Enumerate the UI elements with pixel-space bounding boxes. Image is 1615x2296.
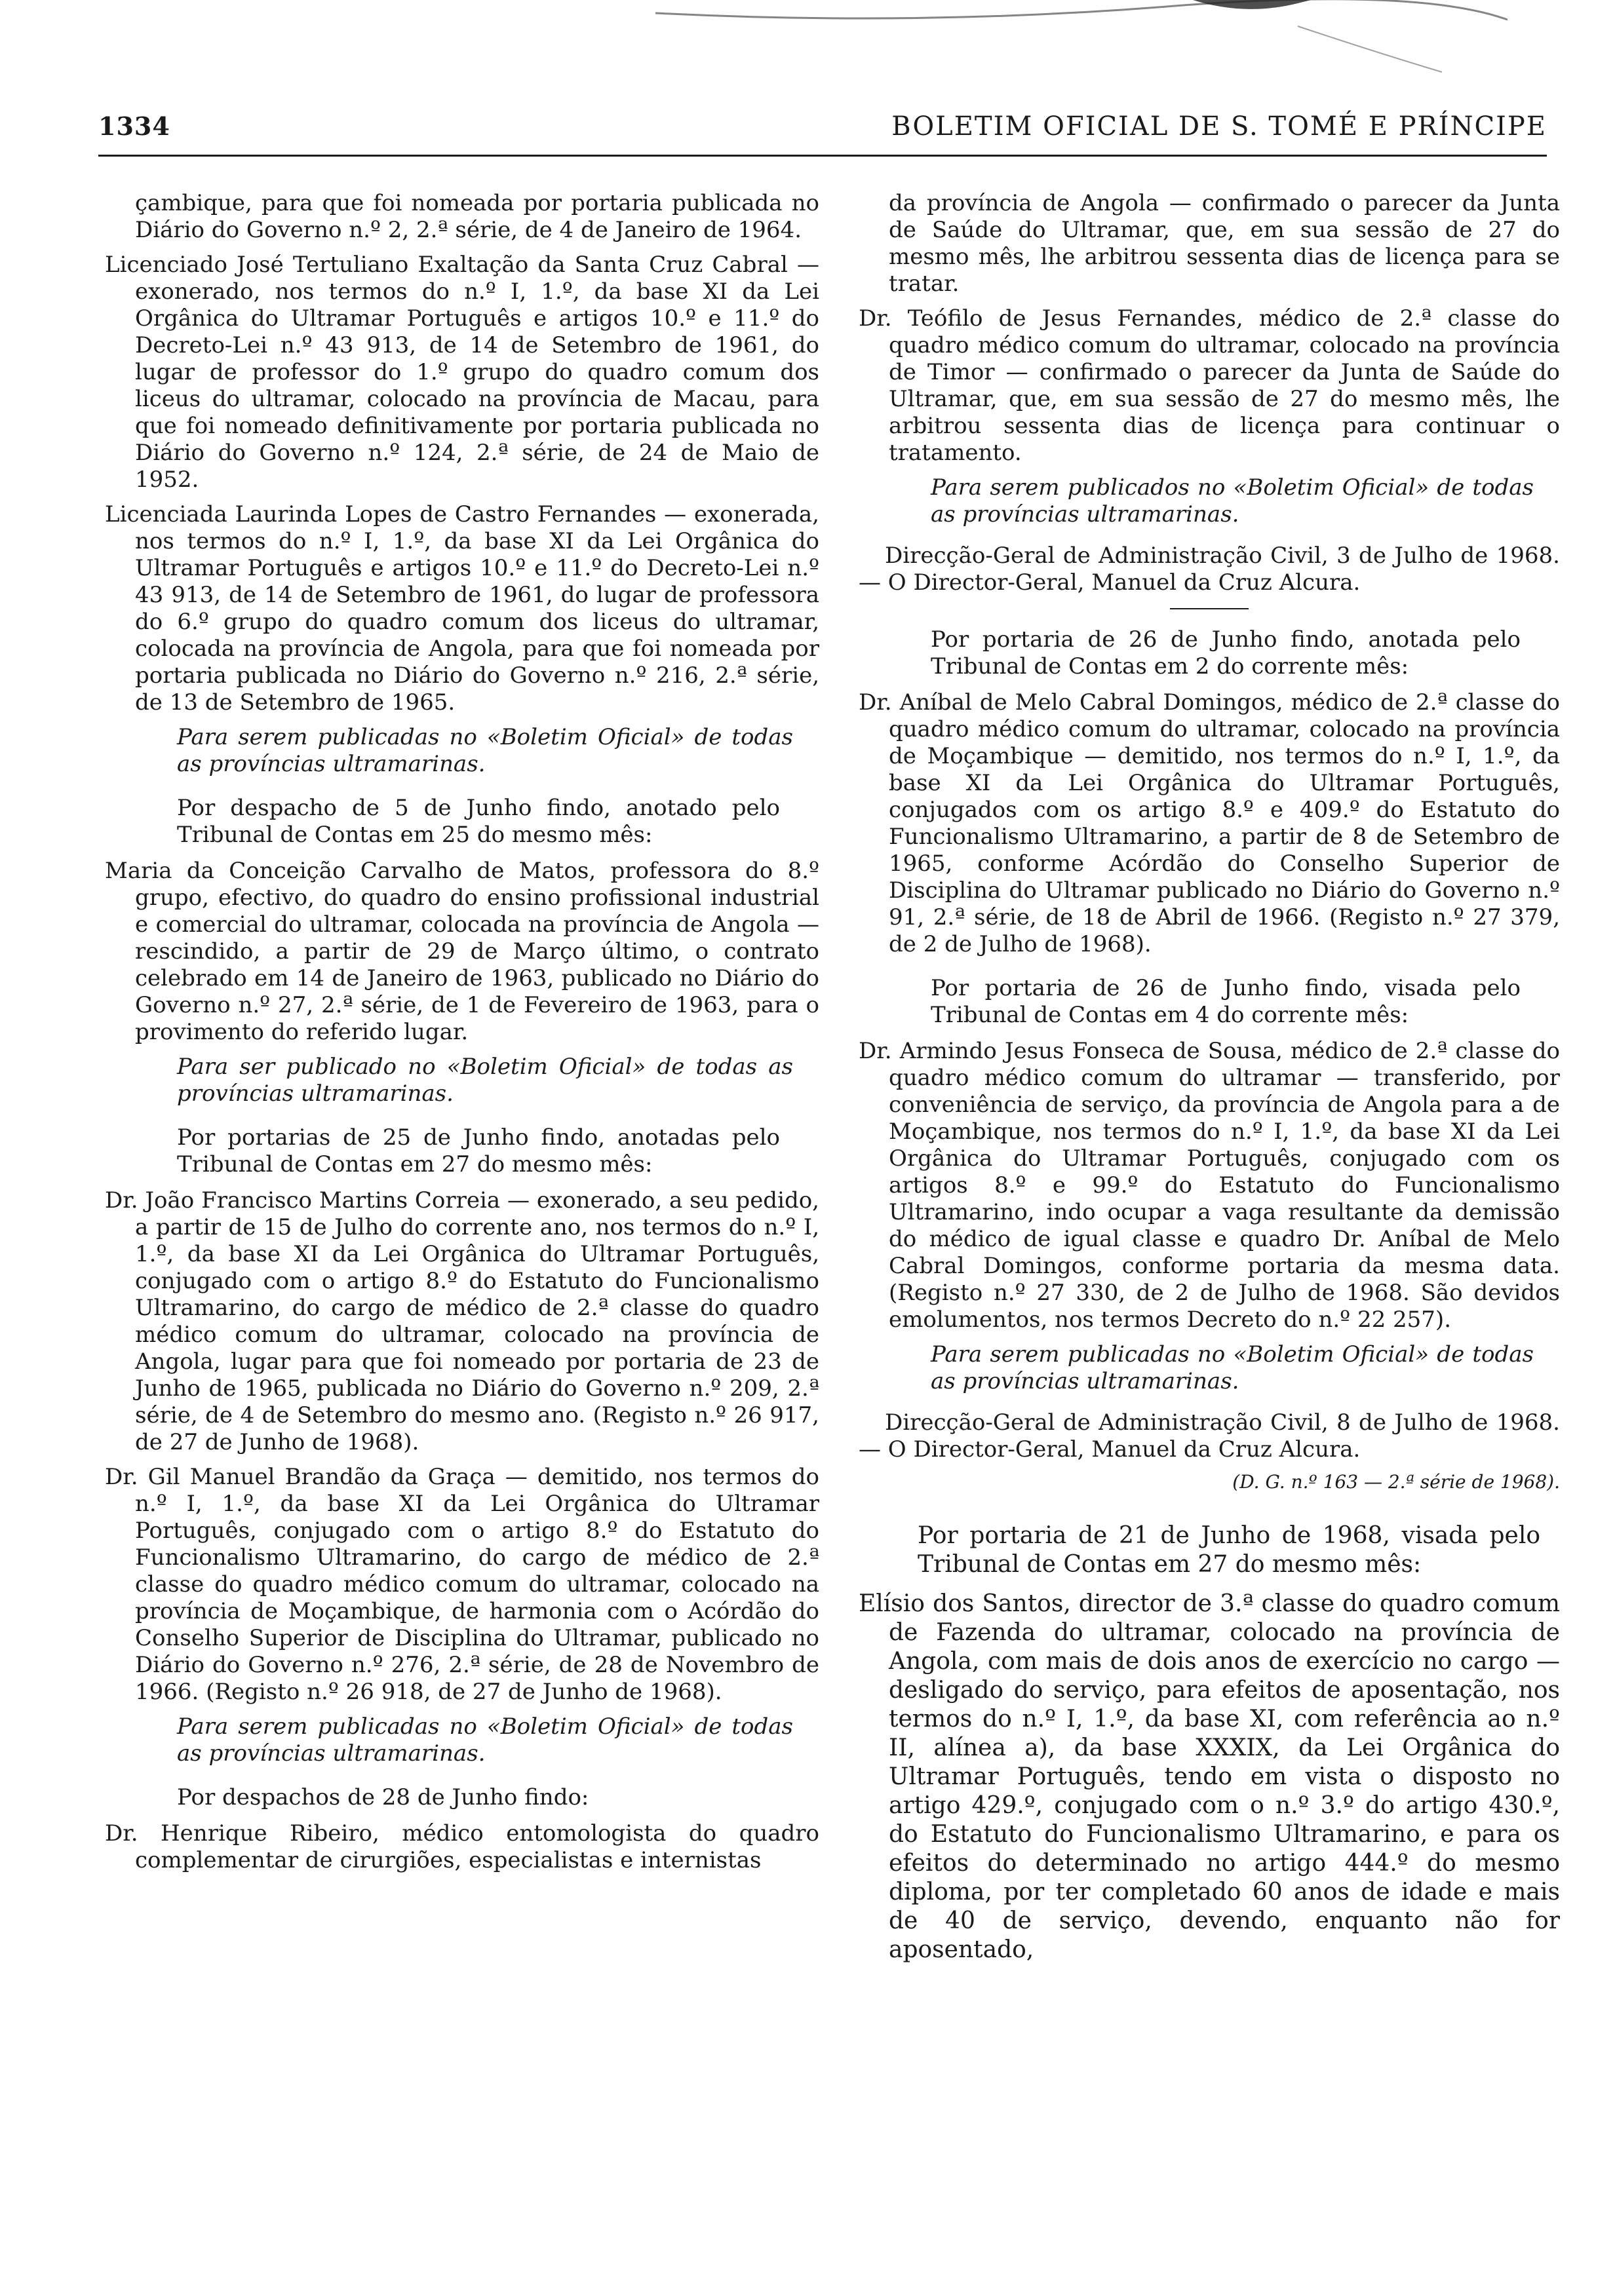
publication-note: Para serem publicadas no «Boletim Oficial» de todas as províncias ultramarinas. — [931, 1341, 1534, 1394]
left-column — [105, 190, 819, 1882]
publication-note: Para serem publicadas no «Boletim Oficial» de todas as províncias ultramarinas. — [177, 1713, 793, 1767]
paragraph: Dr. Henrique Ribeiro, médico entomologista do quadro complementar de cirurgiões, especialistas e internistas — [105, 1820, 819, 1873]
dispatch-intro: Por portaria de 26 de Junho findo, anotada pelo Tribunal de Contas em 2 do corrente mês: — [931, 626, 1521, 679]
signature-line: Direcção-Geral de Administração Civil, 8 de Julho de 1968. — O Director-Geral, Manuel da Cruz Alcura. — [859, 1409, 1560, 1463]
section-separator — [1170, 608, 1249, 609]
right-column — [859, 190, 1560, 1972]
paragraph: Licenciada Laurinda Lopes de Castro Fernandes — exonerada, nos termos do n.º I, 1.º, da base XI da Lei Orgânica do Ultramar Português e artigos 10.º e 11.º do Decreto-Lei n.º 43 913, de 14 de Setembro de 1961, do lugar de professora do 6.º grupo do quadro comum dos liceus do ultramar, colocada na província de Angola, para que foi nomeada por portaria publicada no Diário do Governo n.º 216, 2.ª série, de 13 de Setembro de 1965. — [105, 501, 819, 716]
publication-note: Para serem publicados no «Boletim Oficial» de todas as províncias ultramarinas. — [931, 474, 1534, 527]
paragraph: Dr. João Francisco Martins Correia — exonerado, a seu pedido, a partir de 15 de Julho do corrente ano, nos termos do n.º I, 1.º, da base XI da Lei Orgânica do Ultramar Português, conjugado com o artigo 8.º do Estatuto do Funcionalismo Ultramarino, do cargo de médico de 2.ª classe do quadro médico comum do ultramar, colocado na província de Angola, lugar para que foi nomeado por portaria de 23 de Junho de 1965, publicada no Diário do Governo n.º 209, 2.ª série, de 4 de Setembro do mesmo ano. (Registo n.º 26 917, de 27 de Junho de 1968). — [105, 1187, 819, 1455]
dispatch-intro: Por despacho de 5 de Junho findo, anotado pelo Tribunal de Contas em 25 do mesmo mês: — [177, 795, 780, 848]
paragraph: Dr. Aníbal de Melo Cabral Domingos, médico de 2.ª classe do quadro médico comum do ultramar, colocado na província de Moçambique — demitido, nos termos do n.º I, 1.º, da base XI da Lei Orgânica do Ultramar Português, conjugados com os artigo 8.º e 409.º do Estatuto do Funcionalismo Ultramarino, a partir de 8 de Setembro de 1965, conforme Acórdão do Conselho Superior de Disciplina do Ultramar publicado no Diário do Governo n.º 91, 2.ª série, de 18 de Abril de 1966. (Registo n.º 27 379, de 2 de Julho de 1968). — [859, 689, 1560, 957]
paragraph: Elísio dos Santos, director de 3.ª classe do quadro comum de Fazenda do ultramar, colocado na província de Angola, com mais de dois anos de exercício no cargo — desligado do serviço, para efeitos de aposentação, nos termos do n.º I, 1.º, da base XI, com referência ao n.º II, alínea a), da base XXXIX, da Lei Orgânica do Ultramar Português, tendo em vista o disposto no artigo 429.º, conjugado com o n.º 3.º do artigo 430.º, do Estatuto do Funcionalismo Ultramarino, e para os efeitos do determinado no artigo 444.º do mesmo diploma, por ter completado 60 anos de idade e mais de 40 de serviço, devendo, enquanto não for aposentado, — [859, 1590, 1560, 1963]
running-title: BOLETIM OFICIAL DE S. TOMÉ E PRÍNCIPE — [891, 111, 1547, 142]
dispatch-intro: Por portarias de 25 de Junho findo, anotadas pelo Tribunal de Contas em 27 do mesmo mês: — [177, 1124, 780, 1177]
publication-note: Para serem publicadas no «Boletim Oficial» de todas as províncias ultramarinas. — [177, 724, 793, 777]
publication-note: Para ser publicado no «Boletim Oficial» de todas as províncias ultramarinas. — [177, 1054, 793, 1107]
page-header — [98, 111, 1547, 151]
header-rule — [98, 155, 1547, 157]
paragraph: Dr. Gil Manuel Brandão da Graça — demitido, nos termos do n.º I, 1.º, da base XI da Lei Orgânica do Ultramar Português, conjugado com o artigo 8.º do Estatuto do Funcionalismo Ultramarino, do cargo de médico de 2.ª classe do quadro médico comum do ultramar, colocado na província de Moçambique, de harmonia com o Acórdão do Conselho Superior de Disciplina do Ultramar, publicado no Diário do Governo n.º 276, 2.ª série, de 28 de Novembro de 1966. (Registo n.º 26 918, de 27 de Junho de 1968). — [105, 1464, 819, 1705]
dispatch-intro: Por portaria de 21 de Junho de 1968, visada pelo Tribunal de Contas em 27 do mesmo mês: — [918, 1522, 1540, 1578]
paragraph: Dr. Teófilo de Jesus Fernandes, médico de 2.ª classe do quadro médico comum do ultramar, colocado na província de Timor — confirmado o parecer da Junta de Saúde do Ultramar, que, em sua sessão de 27 do mesmo mês, lhe arbitrou sessenta dias de licença para continuar o tratamento. — [859, 305, 1560, 466]
paragraph: çambique, para que foi nomeada por portaria publicada no Diário do Governo n.º 2, 2.ª série, de 4 de Janeiro de 1964. — [135, 190, 819, 243]
gazette-reference: (D. G. n.º 163 — 2.ª série de 1968). — [1232, 1471, 1560, 1493]
dispatch-intro: Por despachos de 28 de Junho findo: — [177, 1784, 589, 1810]
paragraph: Maria da Conceição Carvalho de Matos, professora do 8.º grupo, efectivo, do quadro do ensino profissional industrial e comercial do ultramar, colocada na província de Angola — rescindido, a partir de 29 de Março último, o contrato celebrado em 14 de Janeiro de 1963, publicado no Diário do Governo n.º 27, 2.ª série, de 1 de Fevereiro de 1963, para o provimento do referido lugar. — [105, 858, 819, 1045]
page-number: 1334 — [98, 111, 170, 141]
scan-smudge — [655, 0, 1508, 85]
paragraph: Licenciado José Tertuliano Exaltação da Santa Cruz Cabral — exonerado, nos termos do n.º I, 1.º, da base XI da Lei Orgânica do Ultramar Português e artigos 10.º e 11.º do Decreto-Lei n.º 43 913, de 14 de Setembro de 1961, do lugar de professor do 1.º grupo do quadro comum dos liceus do ultramar, colocado na província de Macau, para que foi nomeado definitivamente por portaria publicada no Diário do Governo n.º 124, 2.ª série, de 24 de Maio de 1952. — [105, 252, 819, 493]
signature-line: Direcção-Geral de Administração Civil, 3 de Julho de 1968. — O Director-Geral, Manuel da Cruz Alcura. — [859, 543, 1560, 596]
paragraph: Dr. Armindo Jesus Fonseca de Sousa, médico de 2.ª classe do quadro médico comum do ultramar — transferido, por conveniência de serviço, da província de Angola para a de Moçambique, nos termos do n.º I, 1.º, da base XI da Lei Orgânica do Ultramar Português, conjugado com os artigos 8.º e 99.º do Estatuto do Funcionalismo Ultramarino, indo ocupar a vaga resultante da demissão do médico de igual classe e quadro Dr. Aníbal de Melo Cabral Domingos, conforme portaria da mesma data. (Registo n.º 27 330, de 2 de Julho de 1968. São devidos emolumentos, nos termos Decreto do n.º 22 257). — [859, 1038, 1560, 1333]
dispatch-intro: Por portaria de 26 de Junho findo, visada pelo Tribunal de Contas em 4 do corrente mês: — [931, 975, 1521, 1028]
paragraph: da província de Angola — confirmado o parecer da Junta de Saúde do Ultramar, que, em sua sessão de 27 do mesmo mês, lhe arbitrou sessenta dias de licença para se tratar. — [889, 190, 1560, 297]
